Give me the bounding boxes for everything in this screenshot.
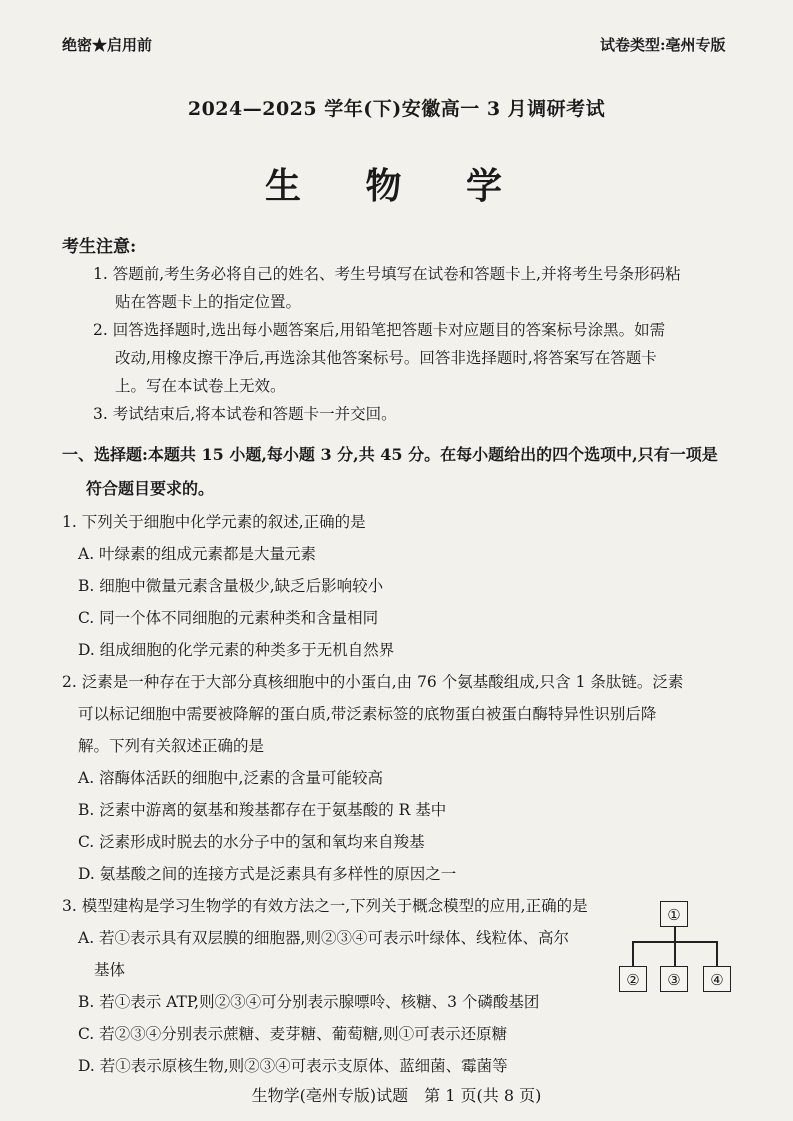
page-footer: 生物学(亳州专版)试题 第 1 页(共 8 页): [251, 1086, 542, 1105]
option-c: C. 同一个体不同细胞的元素种类和含量相同: [78, 609, 379, 627]
diagram-box-top: ①: [660, 901, 688, 927]
diagram-connector: [716, 941, 718, 966]
diagram-box: ②: [619, 966, 647, 992]
notice-label: 考生注意:: [62, 237, 137, 257]
diagram-box: ④: [703, 966, 731, 992]
question-stem: 1. 下列关于细胞中化学元素的叙述,正确的是: [62, 513, 366, 531]
confidential-label: 绝密★启用前: [62, 36, 153, 54]
diagram-box: ③: [660, 966, 688, 992]
option-a: A. 叶绿素的组成元素都是大量元素: [78, 545, 317, 563]
option-b: B. 泛素中游离的氨基和羧基都存在于氨基酸的 R 基中: [78, 801, 447, 819]
option-b: B. 若①表示 ATP,则②③④可分别表示腺嘌呤、核糖、3 个磷酸基团: [78, 993, 540, 1011]
diagram-connector: [674, 941, 676, 966]
section-heading: 一、选择题:本题共 15 小题,每小题 3 分,共 45 分。在每小题给出的四个选项中,只有一项是: [62, 445, 718, 464]
paper-type-label: 试卷类型:亳州专版: [600, 36, 726, 54]
option-d: D. 组成细胞的化学元素的种类多于无机自然界: [78, 641, 395, 659]
question-stem: 2. 泛素是一种存在于大部分真核细胞中的小蛋白,由 76 个氨基酸组成,只含 1 条肽链。泛素: [62, 673, 684, 691]
diagram-connector: [674, 927, 676, 941]
option-c: C. 若②③④分别表示蔗糖、麦芽糖、葡萄糖,则①可表示还原糖: [78, 1025, 508, 1043]
concept-model-diagram: [618, 901, 758, 1001]
subject-title: 生 物 学: [264, 165, 529, 207]
notice-line: 上。写在本试卷上无效。: [115, 377, 286, 395]
question-stem: 3. 模型建构是学习生物学的有效方法之一,下列关于概念模型的应用,正确的是: [62, 897, 588, 915]
option-b: B. 细胞中微量元素含量极少,缺乏后影响较小: [78, 577, 384, 595]
notice-line: 2. 回答选择题时,选出每小题答案后,用铅笔把答题卡对应题目的答案标号涂黑。如需: [93, 321, 666, 339]
diagram-connector: [632, 941, 634, 966]
notice-line: 贴在答题卡上的指定位置。: [115, 293, 302, 311]
exam-title: 2024—2025 学年(下)安徽高一 3 月调研考试: [187, 98, 606, 120]
option-a: A. 若①表示具有双层膜的细胞器,则②③④可表示叶绿体、线粒体、高尔: [78, 929, 569, 947]
notice-line: 1. 答题前,考生务必将自己的姓名、考生号填写在试卷和答题卡上,并将考生号条形码粘: [93, 265, 681, 283]
notice-line: 改动,用橡皮擦干净后,再选涂其他答案标号。回答非选择题时,将答案写在答题卡: [115, 349, 657, 367]
option-a: A. 溶酶体活跃的细胞中,泛素的含量可能较高: [78, 769, 383, 787]
option-d: D. 氨基酸之间的连接方式是泛素具有多样性的原因之一: [78, 865, 457, 883]
question-stem-cont: 可以标记细胞中需要被降解的蛋白质,带泛素标签的底物蛋白被蛋白酶特异性识别后降: [78, 705, 657, 723]
option-a-cont: 基体: [94, 961, 126, 979]
section-heading-cont: 符合题目要求的。: [86, 479, 215, 498]
notice-line: 3. 考试结束后,将本试卷和答题卡一并交回。: [93, 405, 397, 423]
option-d: D. 若①表示原核生物,则②③④可表示支原体、蓝细菌、霉菌等: [78, 1057, 508, 1075]
option-c: C. 泛素形成时脱去的水分子中的氢和氧均来自羧基: [78, 833, 425, 851]
question-stem-cont: 解。下列有关叙述正确的是: [78, 737, 265, 755]
